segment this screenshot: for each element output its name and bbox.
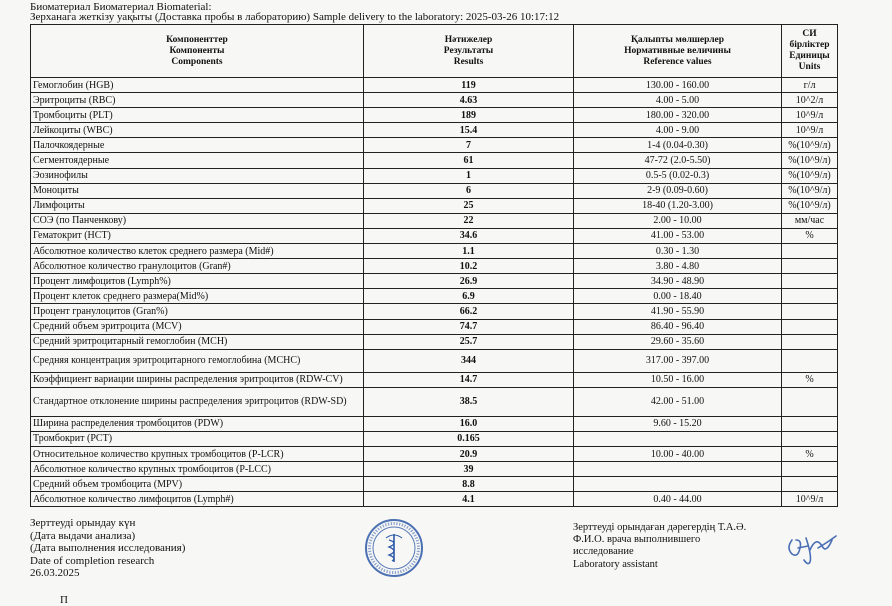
reference-range: 2.00 - 10.00 (574, 213, 782, 228)
result-value: 7 (364, 138, 574, 153)
component-name: Абсолютное количество лимфоцитов (Lymph#) (31, 492, 364, 507)
table-row (31, 213, 838, 228)
component-name: Лейкоциты (WBC) (31, 123, 364, 138)
component-name: Сегментоядерные (31, 153, 364, 168)
lab-assistant-block: Зерттеуді орындаған дәрегердің Т.А.Ә. Ф.И.О. врача выполнившего исследование Laboratory assistant (573, 522, 747, 570)
component-name: Процент клеток среднего размера(Mid%) (31, 289, 364, 304)
result-value: 25 (364, 198, 574, 213)
unit-value: %(10^9/л) (782, 153, 838, 168)
unit-value: %(10^9/л) (782, 183, 838, 198)
table-row (31, 492, 838, 507)
table-row (31, 153, 838, 168)
reference-range: 18-40 (1.20-3.00) (574, 198, 782, 213)
header-units: СИ бірліктер Единицы Units (782, 25, 838, 78)
unit-value (782, 477, 838, 492)
reference-range: 0.00 - 18.40 (574, 289, 782, 304)
reference-range: 9.60 - 15.20 (574, 416, 782, 431)
component-name: Абсолютное количество гранулоцитов (Gran#) (31, 259, 364, 274)
result-value: 6.9 (364, 289, 574, 304)
table-row (31, 138, 838, 153)
component-name: Тромбоциты (PLT) (31, 108, 364, 123)
reference-range: 2-9 (0.09-0.60) (574, 183, 782, 198)
unit-value (782, 319, 838, 334)
table-row (31, 183, 838, 198)
reference-range: 3.80 - 4.80 (574, 259, 782, 274)
result-value: 66.2 (364, 304, 574, 319)
reference-range: 0.40 - 44.00 (574, 492, 782, 507)
table-row (31, 319, 838, 334)
result-value: 8.8 (364, 477, 574, 492)
component-name: Средняя концентрация эритроцитарного гемоглобина (MCHC) (31, 349, 364, 372)
component-name: Средний объем эритроцита (MCV) (31, 319, 364, 334)
unit-value (782, 416, 838, 431)
result-value: 61 (364, 153, 574, 168)
unit-value (782, 259, 838, 274)
reference-range: 86.40 - 96.40 (574, 319, 782, 334)
unit-value: 10^9/л (782, 123, 838, 138)
component-name: Эритроциты (RBC) (31, 93, 364, 108)
reference-range: 47-72 (2.0-5.50) (574, 153, 782, 168)
unit-value (782, 387, 838, 416)
result-value: 4.63 (364, 93, 574, 108)
component-name: Абсолютное количество клеток среднего размера (Mid#) (31, 244, 364, 259)
result-value: 119 (364, 78, 574, 93)
unit-value (782, 334, 838, 349)
cut-off-text: П (60, 594, 68, 606)
table-header-row (31, 25, 838, 78)
table-row (31, 274, 838, 289)
table-row (31, 244, 838, 259)
result-value: 14.7 (364, 372, 574, 387)
result-value: 34.6 (364, 228, 574, 243)
unit-value: % (782, 372, 838, 387)
results-table (30, 24, 838, 507)
reference-range: 130.00 - 160.00 (574, 78, 782, 93)
result-value: 0.165 (364, 431, 574, 446)
unit-value (782, 289, 838, 304)
completion-date-block: Зерттеуді орындау күн (Дата выдачи анализа) (Дата выполнения исследования) Date of completion research 26.03.2025 (30, 517, 186, 579)
component-name: Средний эритроцитарный гемоглобин (MCH) (31, 334, 364, 349)
component-name: СОЭ (по Панченкову) (31, 213, 364, 228)
unit-value: г/л (782, 78, 838, 93)
reference-range: 42.00 - 51.00 (574, 387, 782, 416)
result-value: 1.1 (364, 244, 574, 259)
result-value: 22 (364, 213, 574, 228)
component-name: Относительное количество крупных тромбоцитов (P-LCR) (31, 446, 364, 461)
table-row (31, 477, 838, 492)
table-row (31, 462, 838, 477)
table-row (31, 198, 838, 213)
table-row (31, 334, 838, 349)
component-name: Гематокрит (HCT) (31, 228, 364, 243)
unit-value: % (782, 446, 838, 461)
unit-value (782, 462, 838, 477)
reference-range: 41.90 - 55.90 (574, 304, 782, 319)
table-row (31, 446, 838, 461)
component-name: Процент лимфоцитов (Lymph%) (31, 274, 364, 289)
header-results: Нәтижелер Результаты Results (364, 25, 574, 78)
unit-value: 10^9/л (782, 492, 838, 507)
unit-value (782, 244, 838, 259)
component-name: Лимфоциты (31, 198, 364, 213)
component-name: Абсолютное количество крупных тромбоцитов (P-LCC) (31, 462, 364, 477)
table-row (31, 259, 838, 274)
table-row (31, 304, 838, 319)
unit-value (782, 431, 838, 446)
result-value: 1 (364, 168, 574, 183)
component-name: Ширина распределения тромбоцитов (PDW) (31, 416, 364, 431)
reference-range: 41.00 - 53.00 (574, 228, 782, 243)
result-value: 4.1 (364, 492, 574, 507)
unit-value: %(10^9/л) (782, 168, 838, 183)
reference-range: 1-4 (0.04-0.30) (574, 138, 782, 153)
reference-range: 4.00 - 5.00 (574, 93, 782, 108)
component-name: Эозинофилы (31, 168, 364, 183)
unit-value (782, 304, 838, 319)
unit-value: 10^2/л (782, 93, 838, 108)
unit-value: %(10^9/л) (782, 138, 838, 153)
reference-range: 0.5-5 (0.02-0.3) (574, 168, 782, 183)
reference-range: 180.00 - 320.00 (574, 108, 782, 123)
table-row (31, 168, 838, 183)
medical-stamp-icon (364, 518, 424, 578)
result-value: 26.9 (364, 274, 574, 289)
table-row (31, 416, 838, 431)
unit-value: %(10^9/л) (782, 198, 838, 213)
reference-range: 10.00 - 40.00 (574, 446, 782, 461)
unit-value (782, 349, 838, 372)
component-name: Средний объем тромбоцита (MPV) (31, 477, 364, 492)
reference-range: 0.30 - 1.30 (574, 244, 782, 259)
reference-range: 29.60 - 35.60 (574, 334, 782, 349)
reference-range: 4.00 - 9.00 (574, 123, 782, 138)
reference-range (574, 477, 782, 492)
reference-range (574, 462, 782, 477)
delivery-time-line: Зерханага жеткізу уақыты (Доставка пробы в лабораторию) Sample delivery to the laboratory: 2025-03-26 10:17:12 (30, 11, 560, 23)
unit-value (782, 274, 838, 289)
result-value: 10.2 (364, 259, 574, 274)
result-value: 25.7 (364, 334, 574, 349)
table-row (31, 431, 838, 446)
reference-range: 34.90 - 48.90 (574, 274, 782, 289)
table-row (31, 108, 838, 123)
reference-range: 10.50 - 16.00 (574, 372, 782, 387)
component-name: Гемоглобин (HGB) (31, 78, 364, 93)
result-value: 15.4 (364, 123, 574, 138)
result-value: 6 (364, 183, 574, 198)
table-row (31, 228, 838, 243)
result-value: 16.0 (364, 416, 574, 431)
table-row (31, 372, 838, 387)
component-name: Тромбокрит (PCT) (31, 431, 364, 446)
component-name: Стандартное отклонение ширины распределения эритроцитов (RDW-SD) (31, 387, 364, 416)
result-value: 38.5 (364, 387, 574, 416)
reference-range (574, 431, 782, 446)
biomaterial-line: Биоматериал Биоматериал Biomaterial: (30, 1, 212, 13)
component-name: Процент гранулоцитов (Gran%) (31, 304, 364, 319)
header-components: Компоненттер Компоненты Components (31, 25, 364, 78)
table-row (31, 78, 838, 93)
table-row (31, 387, 838, 416)
result-value: 344 (364, 349, 574, 372)
table-row (31, 289, 838, 304)
result-value: 74.7 (364, 319, 574, 334)
table-row (31, 123, 838, 138)
table-row (31, 349, 838, 372)
component-name: Коэффициент вариации ширины распределения эритроцитов (RDW-CV) (31, 372, 364, 387)
header-reference: Қалыпты мөлшерлер Нормативные величины Reference values (574, 25, 782, 78)
component-name: Палочкоядерные (31, 138, 364, 153)
result-value: 39 (364, 462, 574, 477)
component-name: Моноциты (31, 183, 364, 198)
unit-value: 10^9/л (782, 108, 838, 123)
result-value: 189 (364, 108, 574, 123)
result-value: 20.9 (364, 446, 574, 461)
unit-value: мм/час (782, 213, 838, 228)
signature-icon (782, 526, 840, 566)
completion-date: 26.03.2025 (30, 567, 80, 579)
table-row (31, 93, 838, 108)
unit-value: % (782, 228, 838, 243)
reference-range: 317.00 - 397.00 (574, 349, 782, 372)
